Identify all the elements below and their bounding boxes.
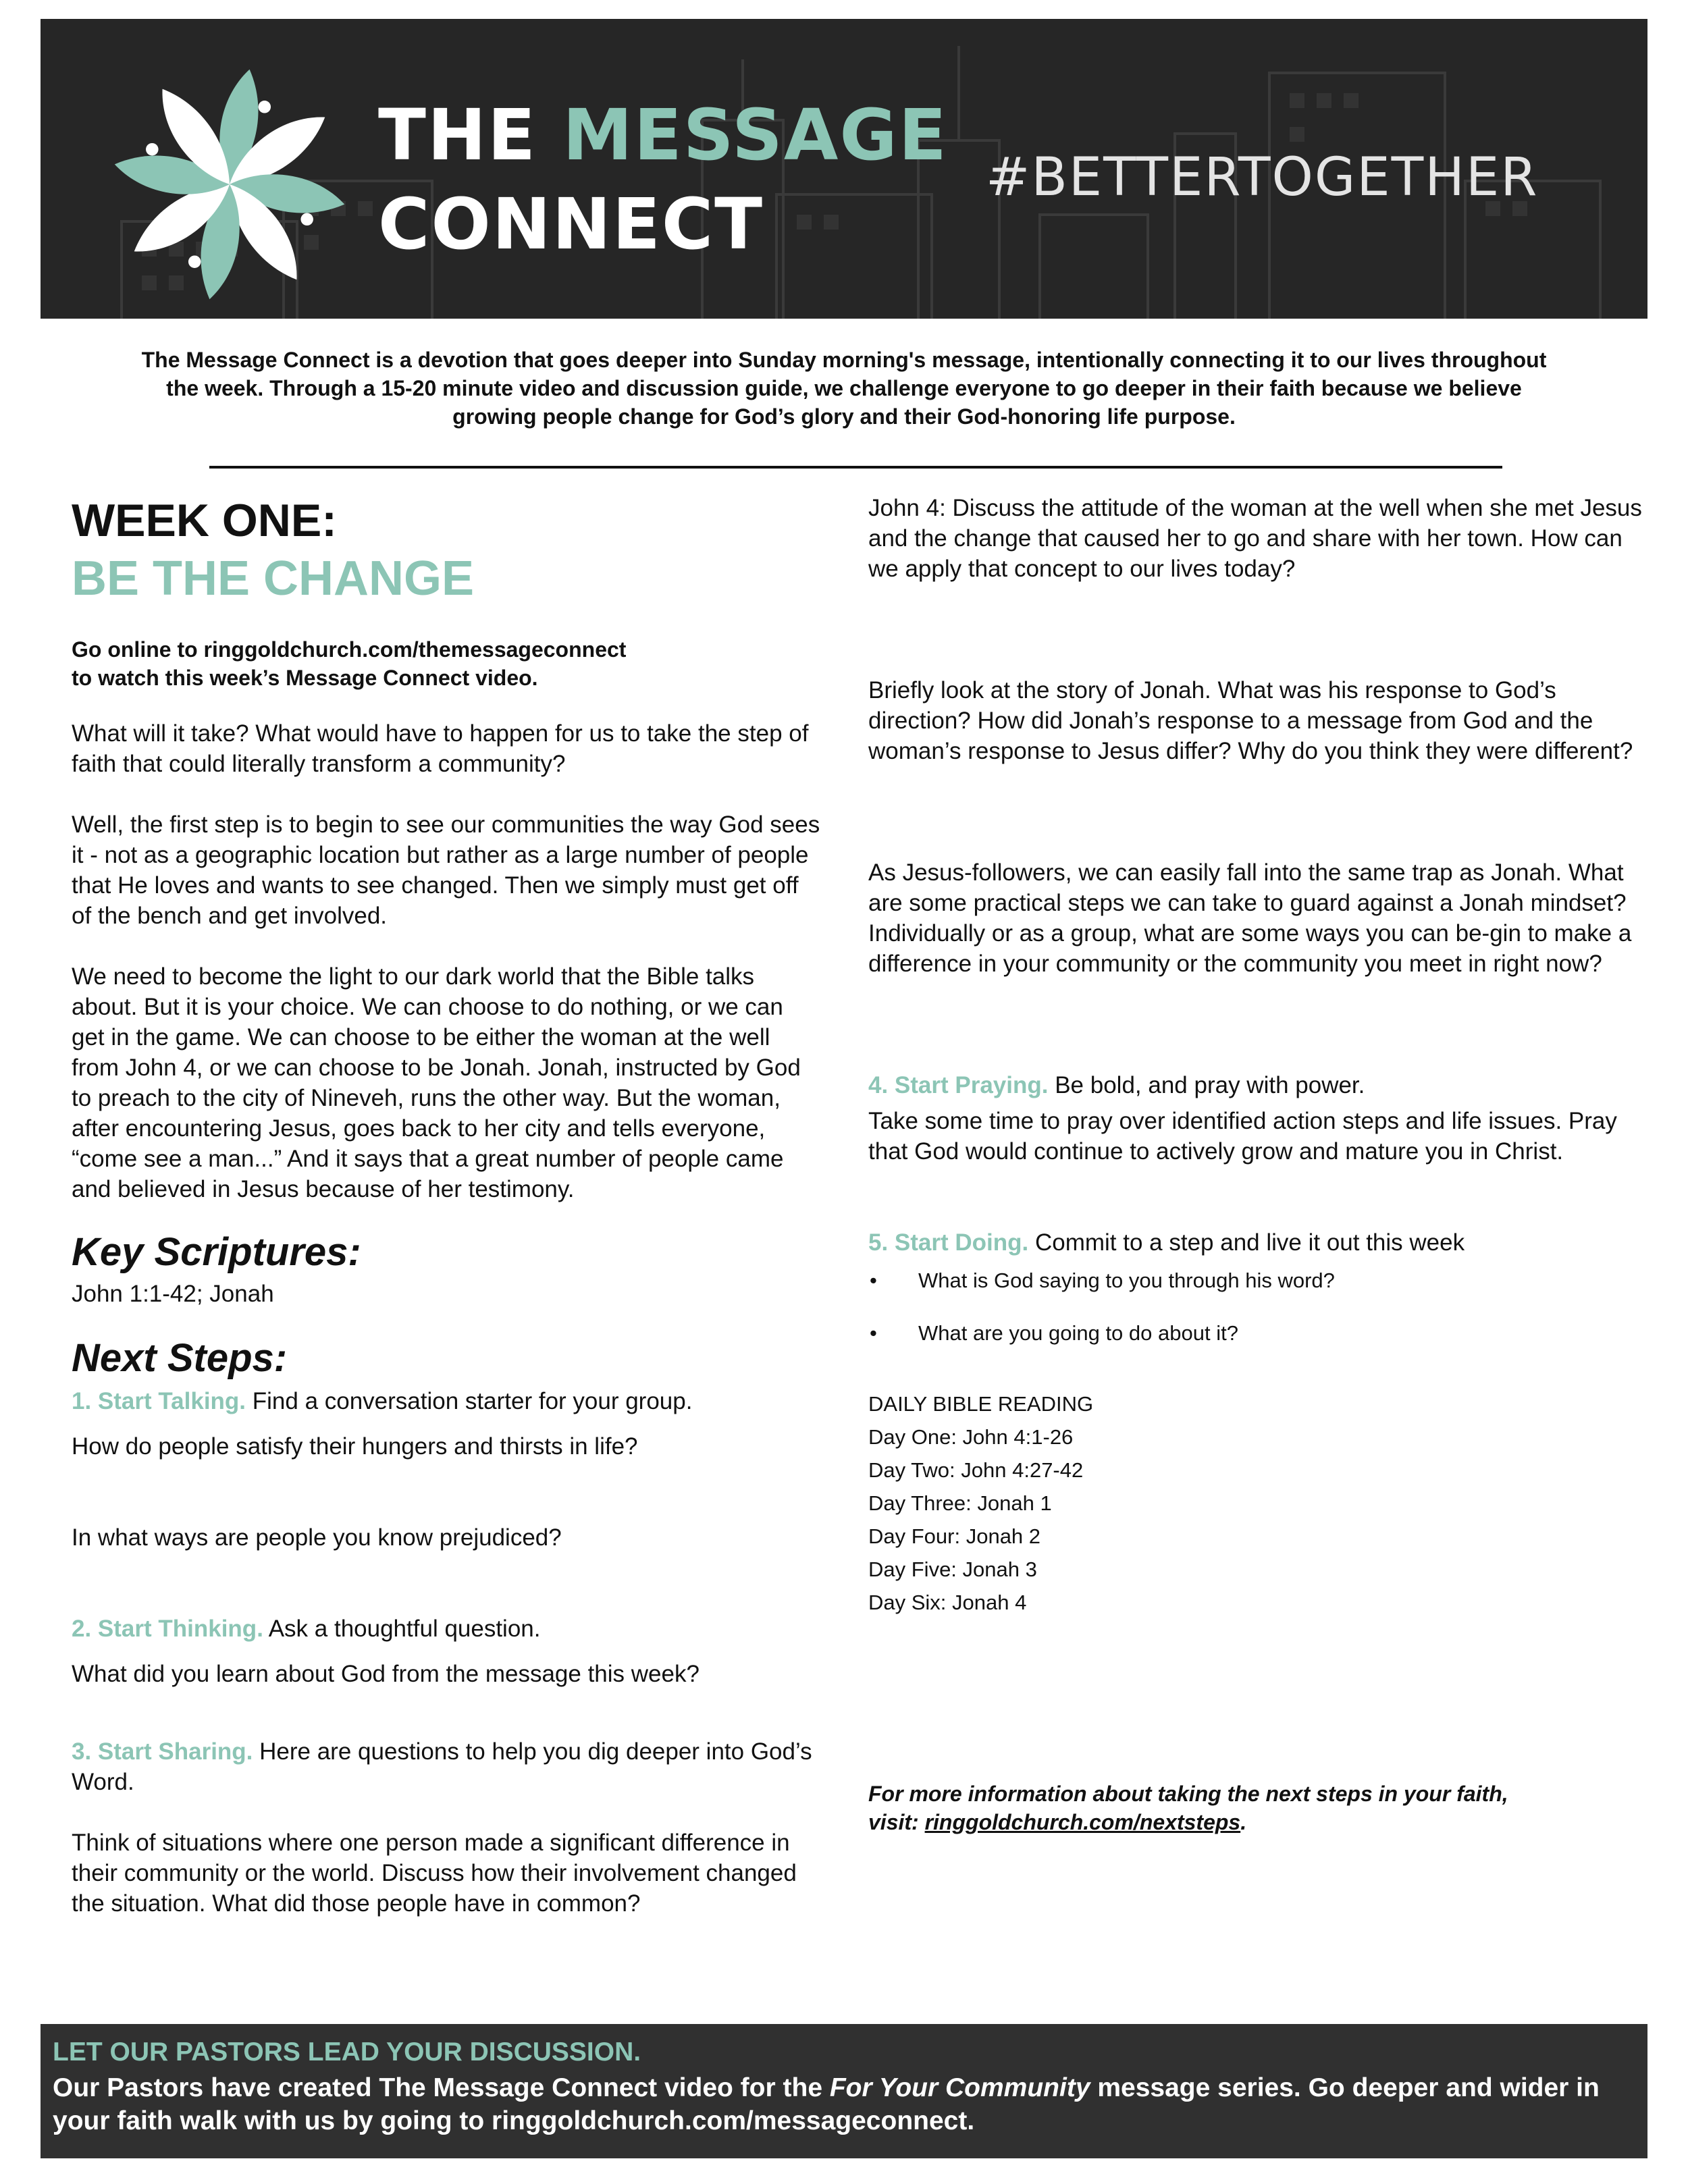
online-line-2: to watch this week’s Message Connect video.: [72, 666, 538, 690]
step-5-label: 5. Start Doing.: [868, 1229, 1029, 1256]
key-scriptures-heading: Key Scriptures:: [72, 1230, 361, 1274]
daily-reading-item: Day Four: Jonah 2: [868, 1524, 1041, 1548]
step-2-question-1: What did you learn about God from the message this week?: [72, 1661, 700, 1687]
bullet-dot: •: [870, 1269, 877, 1292]
more-info-period: .: [1240, 1810, 1247, 1834]
step-4-body: Take some time to pray over identified action steps and life issues. Pray that God would continue to actively grow and mature you in Christ.: [868, 1108, 1617, 1165]
step-5-text: Commit to a step and live it out this week: [1028, 1229, 1465, 1256]
daily-reading-item: Day Two: John 4:27-42: [868, 1458, 1084, 1482]
week-title: BE THE CHANGE: [72, 552, 475, 606]
left-column: [72, 489, 821, 1919]
key-scriptures-text: John 1:1-42; Jonah: [72, 1281, 274, 1307]
more-info-note: [868, 1780, 1648, 1836]
action-bullet-list: [868, 1267, 1648, 1347]
footer-text-after: message series. Go deeper and wider in your faith walk with us by going to ringgoldchurch.com/messageconnect.: [53, 2073, 1600, 2135]
daily-reading-item: Day Five: Jonah 3: [868, 1557, 1037, 1581]
bullet-item: [868, 1320, 1648, 1347]
daily-reading-heading: DAILY BIBLE READING: [868, 1392, 1094, 1416]
body-paragraph-1: What will it take? What would have to happen for us to take the step of faith that could literally transform a community?: [72, 720, 809, 777]
step-3-line: [72, 1736, 821, 1797]
question-jesus-followers: As Jesus-followers, we can easily fall into the same trap as Jonah. What are some practical steps we can take to guard against a Jonah mindset? Individually or as a group, what are some ways you can be-gin to make a difference in your community or the community you meet in right now?: [868, 859, 1632, 977]
right-column: [868, 493, 1648, 1836]
brand-title-line1: [378, 94, 948, 176]
next-steps-link[interactable]: ringgoldchurch.com/nextsteps: [924, 1810, 1241, 1834]
step-3-text: Here are questions to help you dig deeper into God’s Word.: [72, 1738, 812, 1795]
step-1-question-2: In what ways are people you know prejudiced?: [72, 1524, 562, 1551]
bullet-item: [868, 1267, 1648, 1294]
step-4-text: Be bold, and pray with power.: [1048, 1072, 1365, 1098]
step-2-label: 2. Start Thinking.: [72, 1616, 263, 1642]
footer-text: [53, 2071, 1619, 2137]
step-1-question-1: How do people satisfy their hungers and thirsts in life?: [72, 1433, 638, 1460]
brand-word-message: MESSAGE: [562, 94, 948, 176]
step-4-label: 4. Start Praying.: [868, 1072, 1049, 1098]
step-1-text: Find a conversation starter for your group.: [246, 1388, 693, 1414]
step-1-label: 1. Start Talking.: [72, 1388, 246, 1414]
daily-bible-reading: [868, 1387, 1648, 1619]
pinwheel-flower-logo-icon: [105, 59, 354, 309]
footer-banner: [41, 2024, 1647, 2158]
bullet-text: What is God saying to you through his word?: [918, 1269, 1335, 1292]
question-jonah: Briefly look at the story of Jonah. What was his response to God’s direction? How did Jonah’s response to a message from God and the woman’s response to Jesus differ? Why do you think they were different?: [868, 677, 1633, 764]
next-steps-heading: Next Steps:: [72, 1336, 288, 1380]
footer-heading: LET OUR PASTORS LEAD YOUR DISCUSSION.: [53, 2037, 641, 2067]
hashtag-text: #BETTERTOGETHER: [986, 147, 1539, 208]
daily-reading-item: Day Six: Jonah 4: [868, 1591, 1027, 1614]
footer-series-name: For Your Community: [829, 2073, 1090, 2102]
question-john-4: John 4: Discuss the attitude of the woman at the well when she met Jesus and the change that caused her to go and share with her town. How can we apply that concept to our lives today?: [868, 495, 1642, 582]
body-paragraph-2: Well, the first step is to begin to see our communities the way God sees it - not as a geographic location but rather as a large number of people that He loves and wants to see changed. Then we simply must get off of the bench and get involved.: [72, 811, 820, 929]
divider-rule: [209, 466, 1502, 469]
more-info-line-1: For more information about taking the next steps in your faith,: [868, 1782, 1508, 1806]
daily-reading-item: Day One: John 4:1-26: [868, 1425, 1074, 1449]
online-instructions: [72, 635, 821, 692]
brand-word-the: THE: [378, 94, 537, 176]
step-1-line: [72, 1386, 821, 1416]
footer-text-before: Our Pastors have created The Message Connect video for the: [53, 2073, 830, 2102]
bullet-dot: •: [870, 1321, 877, 1345]
step-2-line: [72, 1614, 821, 1644]
step-2-text: Ask a thoughtful question.: [263, 1616, 541, 1642]
step-3-question-1: Think of situations where one person made a significant difference in their community or the world. Discuss how their involvement changed the situation. What did those people have in common?: [72, 1830, 797, 1917]
intro-paragraph: The Message Connect is a devotion that goes deeper into Sunday morning's message, intentionally connecting it to our lives throughout the week. Through a 15-20 minute video and discussion guide, we challenge everyone to go deeper in their faith because we believe growing people change for God’s glory and their God-honoring life purpose.: [141, 348, 1547, 429]
header-banner: [41, 19, 1647, 319]
step-4-line: [868, 1070, 1648, 1100]
week-label: WEEK ONE:: [72, 495, 337, 546]
step-3-label: 3. Start Sharing.: [72, 1738, 253, 1765]
daily-reading-item: Day Three: Jonah 1: [868, 1491, 1052, 1515]
bullet-text: What are you going to do about it?: [918, 1321, 1238, 1345]
body-paragraph-3: We need to become the light to our dark world that the Bible talks about. But it is your choice. We can choose to do nothing, or we can get in the game. We can choose to be either the woman at the well from John 4, or we can choose to be Jonah. Jonah, instructed by God to preach to the city of Nineveh, runs the other way. But the woman, after encountering Jesus, goes back to her city and tells everyone, “come see a man...” And it says that a great number of people came and believed in Jesus because of her testimony.: [72, 963, 801, 1202]
brand-word-connect: CONNECT: [378, 183, 764, 265]
online-line-1: Go online to ringgoldchurch.com/themessageconnect: [72, 637, 627, 662]
step-5-line: [868, 1227, 1648, 1258]
more-info-visit: visit:: [868, 1810, 925, 1834]
